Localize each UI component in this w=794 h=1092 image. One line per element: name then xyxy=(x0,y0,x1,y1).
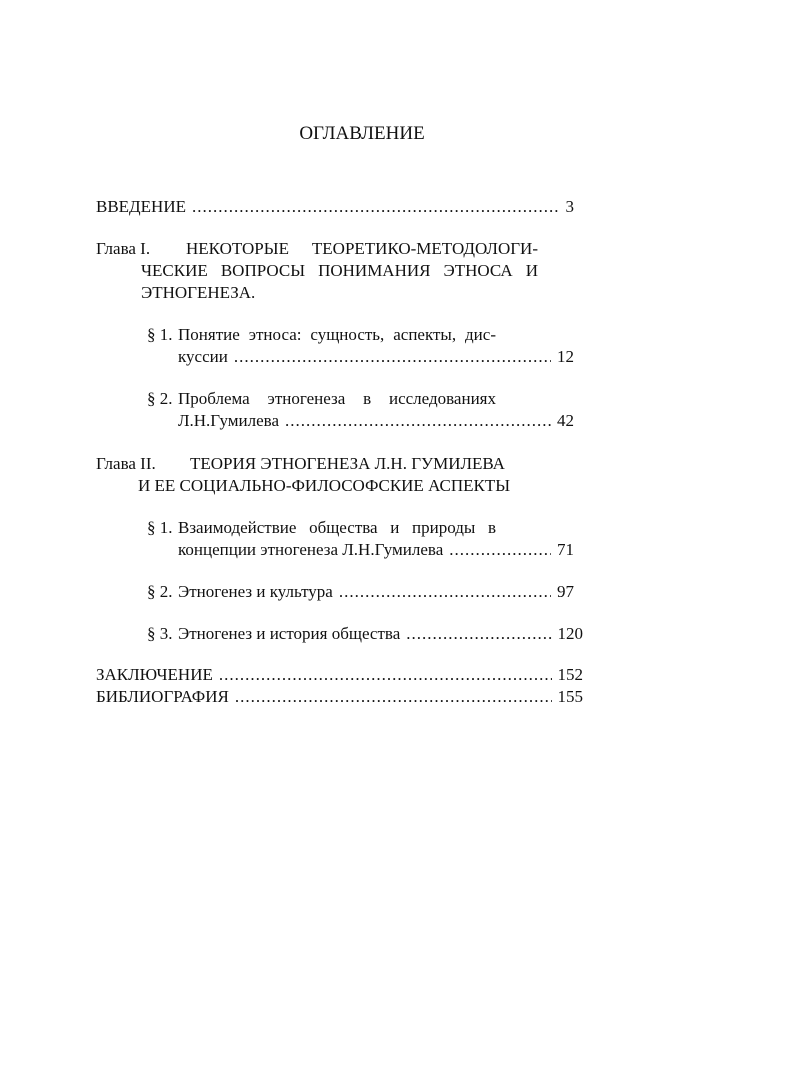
chapter-title-line: ЭТНОГЕНЕЗА. xyxy=(141,283,256,302)
toc-entry-section xyxy=(178,623,583,645)
toc-entry-section xyxy=(178,410,574,432)
section-title-line: Проблема этногенеза в исследованиях xyxy=(178,389,496,408)
section-title-line: куссии xyxy=(178,347,228,366)
section-title-line: Взаимодействие общества и природы в xyxy=(178,518,496,537)
section-title-line: Понятие этноса: сущность, аспекты, дис- xyxy=(178,325,496,344)
toc-entry-section xyxy=(178,539,574,561)
toc-page-number: 42 xyxy=(557,411,574,430)
toc-entry-conclusion xyxy=(96,664,583,686)
dot-leader xyxy=(192,196,560,218)
section-title-line: Л.Н.Гумилева xyxy=(178,411,279,430)
chapter-label: Глава I. xyxy=(96,239,151,258)
dot-leader xyxy=(339,581,551,603)
toc-entry-label: БИБЛИОГРАФИЯ xyxy=(96,687,229,706)
dot-leader xyxy=(219,664,552,686)
dot-leader xyxy=(234,346,551,368)
section-title-line: концепции этногенеза Л.Н.Гумилева xyxy=(178,540,444,559)
page-title: ОГЛАВЛЕНИЕ xyxy=(299,123,425,144)
toc-entry-section xyxy=(178,581,574,603)
toc-page-number: 97 xyxy=(557,582,574,601)
dot-leader xyxy=(285,410,551,432)
section-number: § 2. xyxy=(147,582,173,601)
chapter-title-line: НЕКОТОРЫЕ ТЕОРЕТИКО-МЕТОДОЛОГИ- xyxy=(186,239,538,258)
dot-leader xyxy=(449,539,551,561)
toc-entry-section xyxy=(178,346,574,368)
chapter-title-line: ТЕОРИЯ ЭТНОГЕНЕЗА Л.Н. ГУМИЛЕВА xyxy=(190,454,505,473)
dot-leader xyxy=(406,623,551,645)
toc-page-number: 12 xyxy=(557,347,574,366)
toc-page-number: 3 xyxy=(565,197,574,216)
toc-page-number: 152 xyxy=(557,665,583,684)
toc-entry-intro xyxy=(96,196,574,218)
chapter-label: Глава II. xyxy=(96,454,156,473)
dot-leader xyxy=(235,686,552,708)
chapter-title-line: ЧЕСКИЕ ВОПРОСЫ ПОНИМАНИЯ ЭТНОСА И xyxy=(141,261,538,280)
section-number: § 1. xyxy=(147,518,173,537)
toc-page-number: 71 xyxy=(557,540,574,559)
section-title-line: Этногенез и история общества xyxy=(178,624,401,643)
section-number: § 3. xyxy=(147,624,173,643)
section-number: § 1. xyxy=(147,325,173,344)
toc-entry-bibliography xyxy=(96,686,583,708)
section-title-line: Этногенез и культура xyxy=(178,582,333,601)
toc-page-number: 120 xyxy=(557,624,583,643)
toc-entry-label: ВВЕДЕНИЕ xyxy=(96,197,186,216)
section-number: § 2. xyxy=(147,389,173,408)
toc-page-number: 155 xyxy=(557,687,583,706)
chapter-title-line: И ЕЕ СОЦИАЛЬНО-ФИЛОСОФСКИЕ АСПЕКТЫ xyxy=(138,476,511,495)
toc-entry-label: ЗАКЛЮЧЕНИЕ xyxy=(96,665,213,684)
